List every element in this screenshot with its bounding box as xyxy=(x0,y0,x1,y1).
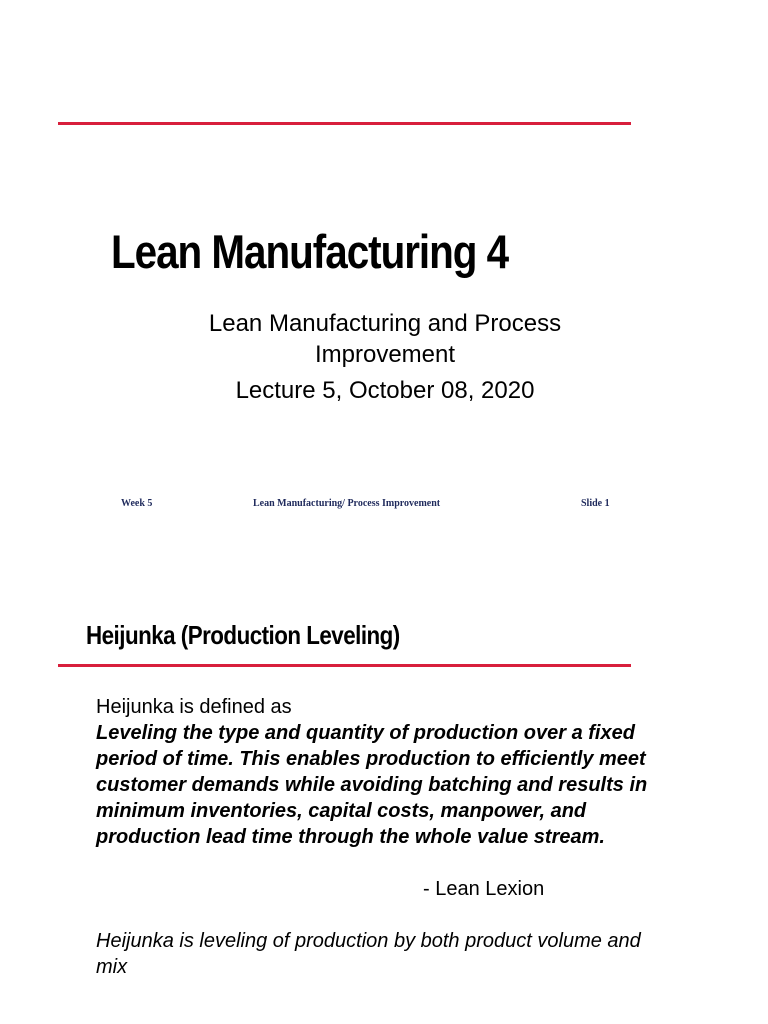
footer-slide-number: Slide 1 xyxy=(581,498,610,509)
slide-subtitle xyxy=(140,308,630,406)
lecture-date: Lecture 5, October 08, 2020 xyxy=(235,377,535,404)
subtitle-line-2: Improvement xyxy=(314,341,456,368)
definition-text: Leveling the type and quantity of production over a fixed period of time. This enables production to efficiently meet customer demands while avoiding batching and results in minimum inventories, capital costs, manpower, and production lead time through the whole value stream. xyxy=(96,722,648,848)
definition-source: - Lean Lexion xyxy=(423,878,545,900)
top-divider xyxy=(58,122,631,125)
definition-intro: Heijunka is defined as xyxy=(96,696,292,718)
slide-body xyxy=(96,694,656,980)
footer-course: Lean Manufacturing/ Process Improvement xyxy=(253,498,441,509)
slide-title: Lean Manufacturing 4 xyxy=(111,225,509,278)
closing-statement: Heijunka is leveling of production by both product volume and mix xyxy=(96,930,641,978)
heading-divider xyxy=(58,664,631,667)
slide-footer xyxy=(0,498,768,512)
subtitle-line-1: Lean Manufacturing and Process xyxy=(208,310,562,337)
section-heading: Heijunka (Production Leveling) xyxy=(86,620,400,650)
footer-week: Week 5 xyxy=(121,498,153,509)
